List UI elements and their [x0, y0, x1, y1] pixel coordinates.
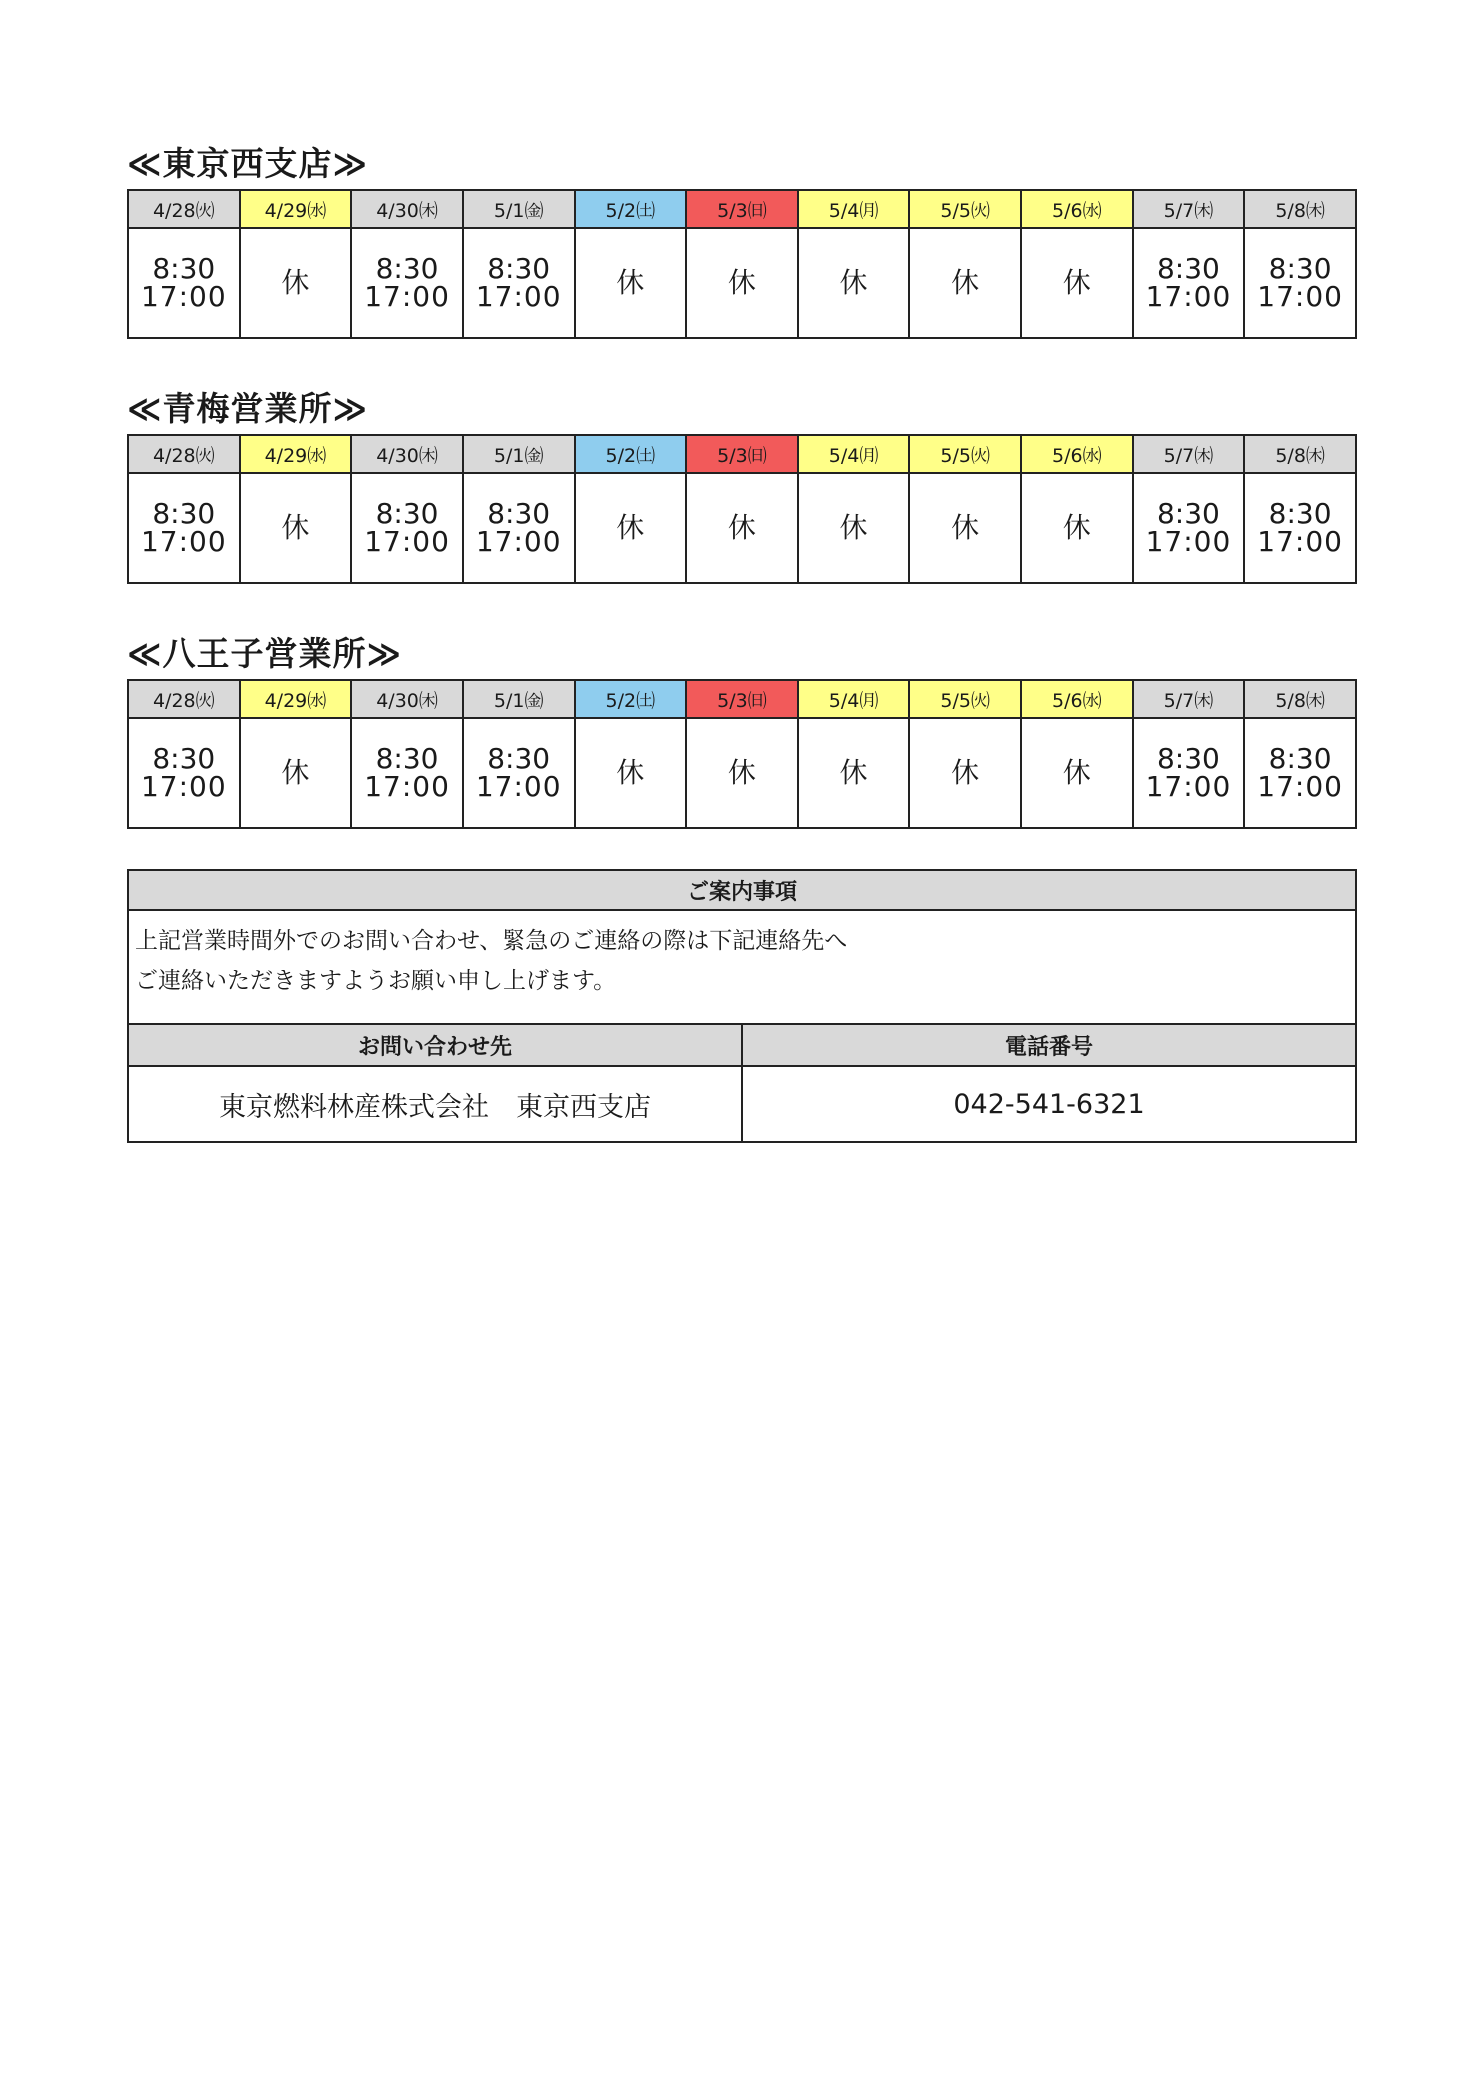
- hours-cell: [1133, 718, 1245, 828]
- hours-cell: [240, 473, 352, 583]
- date-header-row: [128, 680, 1356, 718]
- notice-section: [127, 869, 1357, 1143]
- date-header-cell: 5/4㈪: [798, 435, 910, 473]
- date-header-cell: 4/29㈬: [240, 680, 352, 718]
- open-time: 8:30: [487, 497, 551, 530]
- notice-body: [128, 910, 1356, 1024]
- date-header-cell: 5/8㈭: [1244, 190, 1356, 228]
- date-header-cell: 4/30㈭: [351, 680, 463, 718]
- open-time: 8:30: [375, 252, 439, 285]
- closed-mark: 休: [1062, 266, 1091, 299]
- hours-row: [128, 718, 1356, 828]
- open-time: 8:30: [1156, 497, 1220, 530]
- open-time: 8:30: [1156, 742, 1220, 775]
- schedule-table: [127, 434, 1357, 584]
- hours-cell: [1021, 718, 1133, 828]
- date-header-cell: 5/8㈭: [1244, 680, 1356, 718]
- hours-cell: [1244, 473, 1356, 583]
- open-time: 8:30: [1156, 252, 1220, 285]
- branch-section-ome: [127, 388, 1357, 584]
- open-time: 8:30: [487, 742, 551, 775]
- hours-cell: [240, 718, 352, 828]
- open-time: 8:30: [152, 497, 216, 530]
- closed-mark: 休: [727, 756, 756, 789]
- close-time: 17:00: [475, 280, 562, 313]
- date-header-cell: 4/29㈬: [240, 190, 352, 228]
- contact-name: 東京燃料林産株式会社 東京西支店: [128, 1066, 742, 1142]
- open-time: 8:30: [152, 742, 216, 775]
- closed-mark: 休: [839, 756, 868, 789]
- date-header-cell: 5/5㈫: [909, 190, 1021, 228]
- open-time: 8:30: [1268, 497, 1332, 530]
- closed-mark: 休: [727, 266, 756, 299]
- open-time: 8:30: [152, 252, 216, 285]
- hours-cell: [909, 228, 1021, 338]
- hours-cell: [1021, 228, 1133, 338]
- open-time: 8:30: [1268, 742, 1332, 775]
- hours-cell: [686, 228, 798, 338]
- date-header-cell: 5/1㈮: [463, 680, 575, 718]
- hours-cell: [909, 473, 1021, 583]
- hours-cell: [1133, 228, 1245, 338]
- hours-cell: [575, 718, 687, 828]
- hours-cell: [798, 718, 910, 828]
- closed-mark: 休: [616, 511, 645, 544]
- hours-cell: [798, 473, 910, 583]
- hours-cell: [351, 228, 463, 338]
- hours-cell: [575, 473, 687, 583]
- date-header-cell: 4/29㈬: [240, 435, 352, 473]
- schedule-table: [127, 679, 1357, 829]
- branch-section-tokyo-nishi: [127, 143, 1357, 339]
- notice-heading: ご案内事項: [128, 870, 1356, 910]
- close-time: 17:00: [140, 770, 227, 803]
- date-header-cell: 5/2㈯: [575, 190, 687, 228]
- closed-mark: 休: [951, 266, 980, 299]
- hours-cell: [463, 473, 575, 583]
- date-header-cell: 5/2㈯: [575, 680, 687, 718]
- date-header-row: [128, 190, 1356, 228]
- closed-mark: 休: [839, 266, 868, 299]
- date-header-cell: 5/5㈫: [909, 435, 1021, 473]
- hours-cell: [128, 228, 240, 338]
- date-header-cell: 5/5㈫: [909, 680, 1021, 718]
- close-time: 17:00: [1145, 280, 1232, 313]
- open-time: 8:30: [487, 252, 551, 285]
- phone-number: 042-541-6321: [742, 1066, 1356, 1142]
- date-header-cell: 5/3㈰: [686, 435, 798, 473]
- close-time: 17:00: [1257, 525, 1343, 558]
- date-header-cell: 5/4㈪: [798, 680, 910, 718]
- date-header-cell: 5/3㈰: [686, 190, 798, 228]
- hours-row: [128, 228, 1356, 338]
- date-header-cell: 5/6㈬: [1021, 190, 1133, 228]
- close-time: 17:00: [140, 525, 227, 558]
- closed-mark: 休: [839, 511, 868, 544]
- notice-line: 上記営業時間外でのお問い合わせ、緊急のご連絡の際は下記連絡先へ: [135, 928, 848, 954]
- closed-mark: 休: [281, 756, 310, 789]
- date-header-cell: 4/30㈭: [351, 190, 463, 228]
- hours-cell: [798, 228, 910, 338]
- open-time: 8:30: [375, 742, 439, 775]
- closed-mark: 休: [1062, 511, 1091, 544]
- hours-row: [128, 473, 1356, 583]
- closed-mark: 休: [616, 756, 645, 789]
- hours-cell: [240, 228, 352, 338]
- schedule-table: [127, 189, 1357, 339]
- closed-mark: 休: [951, 756, 980, 789]
- branch-title: ≪青梅営業所≫: [127, 389, 369, 428]
- date-header-cell: 5/2㈯: [575, 435, 687, 473]
- hours-cell: [351, 718, 463, 828]
- open-time: 8:30: [375, 497, 439, 530]
- close-time: 17:00: [475, 770, 562, 803]
- date-header-cell: 5/7㈭: [1133, 435, 1245, 473]
- close-time: 17:00: [1145, 770, 1232, 803]
- hours-cell: [463, 228, 575, 338]
- contact-heading: お問い合わせ先: [128, 1024, 742, 1066]
- date-header-cell: 4/30㈭: [351, 435, 463, 473]
- hours-cell: [1133, 473, 1245, 583]
- phone-heading: 電話番号: [742, 1024, 1356, 1066]
- date-header-cell: 4/28㈫: [128, 435, 240, 473]
- hours-cell: [575, 228, 687, 338]
- close-time: 17:00: [1257, 280, 1343, 313]
- close-time: 17:00: [1145, 525, 1232, 558]
- hours-cell: [128, 473, 240, 583]
- branch-section-hachioji: [127, 633, 1357, 829]
- date-header-cell: 5/1㈮: [463, 435, 575, 473]
- date-header-cell: 5/1㈮: [463, 190, 575, 228]
- hours-cell: [686, 718, 798, 828]
- notice-table: [127, 869, 1357, 1143]
- date-header-cell: 5/7㈭: [1133, 190, 1245, 228]
- hours-cell: [1021, 473, 1133, 583]
- date-header-cell: 5/8㈭: [1244, 435, 1356, 473]
- close-time: 17:00: [475, 525, 562, 558]
- date-header-cell: 5/4㈪: [798, 190, 910, 228]
- hours-cell: [463, 718, 575, 828]
- closed-mark: 休: [951, 511, 980, 544]
- date-header-cell: 4/28㈫: [128, 190, 240, 228]
- hours-cell: [128, 718, 240, 828]
- closed-mark: 休: [727, 511, 756, 544]
- hours-cell: [909, 718, 1021, 828]
- branch-title: ≪東京西支店≫: [127, 144, 369, 183]
- closed-mark: 休: [281, 266, 310, 299]
- notice-line: ご連絡いただきますようお願い申し上げます。: [135, 968, 617, 994]
- closed-mark: 休: [281, 511, 310, 544]
- date-header-cell: 5/7㈭: [1133, 680, 1245, 718]
- date-header-cell: 4/28㈫: [128, 680, 240, 718]
- closed-mark: 休: [1062, 756, 1091, 789]
- branch-title: ≪八王子営業所≫: [127, 634, 403, 673]
- date-header-row: [128, 435, 1356, 473]
- date-header-cell: 5/6㈬: [1021, 435, 1133, 473]
- date-header-cell: 5/3㈰: [686, 680, 798, 718]
- hours-cell: [351, 473, 463, 583]
- date-header-cell: 5/6㈬: [1021, 680, 1133, 718]
- close-time: 17:00: [364, 770, 450, 803]
- open-time: 8:30: [1268, 252, 1332, 285]
- close-time: 17:00: [364, 280, 450, 313]
- closed-mark: 休: [616, 266, 645, 299]
- hours-cell: [1244, 718, 1356, 828]
- close-time: 17:00: [140, 280, 227, 313]
- hours-cell: [1244, 228, 1356, 338]
- close-time: 17:00: [364, 525, 450, 558]
- close-time: 17:00: [1257, 770, 1343, 803]
- hours-cell: [686, 473, 798, 583]
